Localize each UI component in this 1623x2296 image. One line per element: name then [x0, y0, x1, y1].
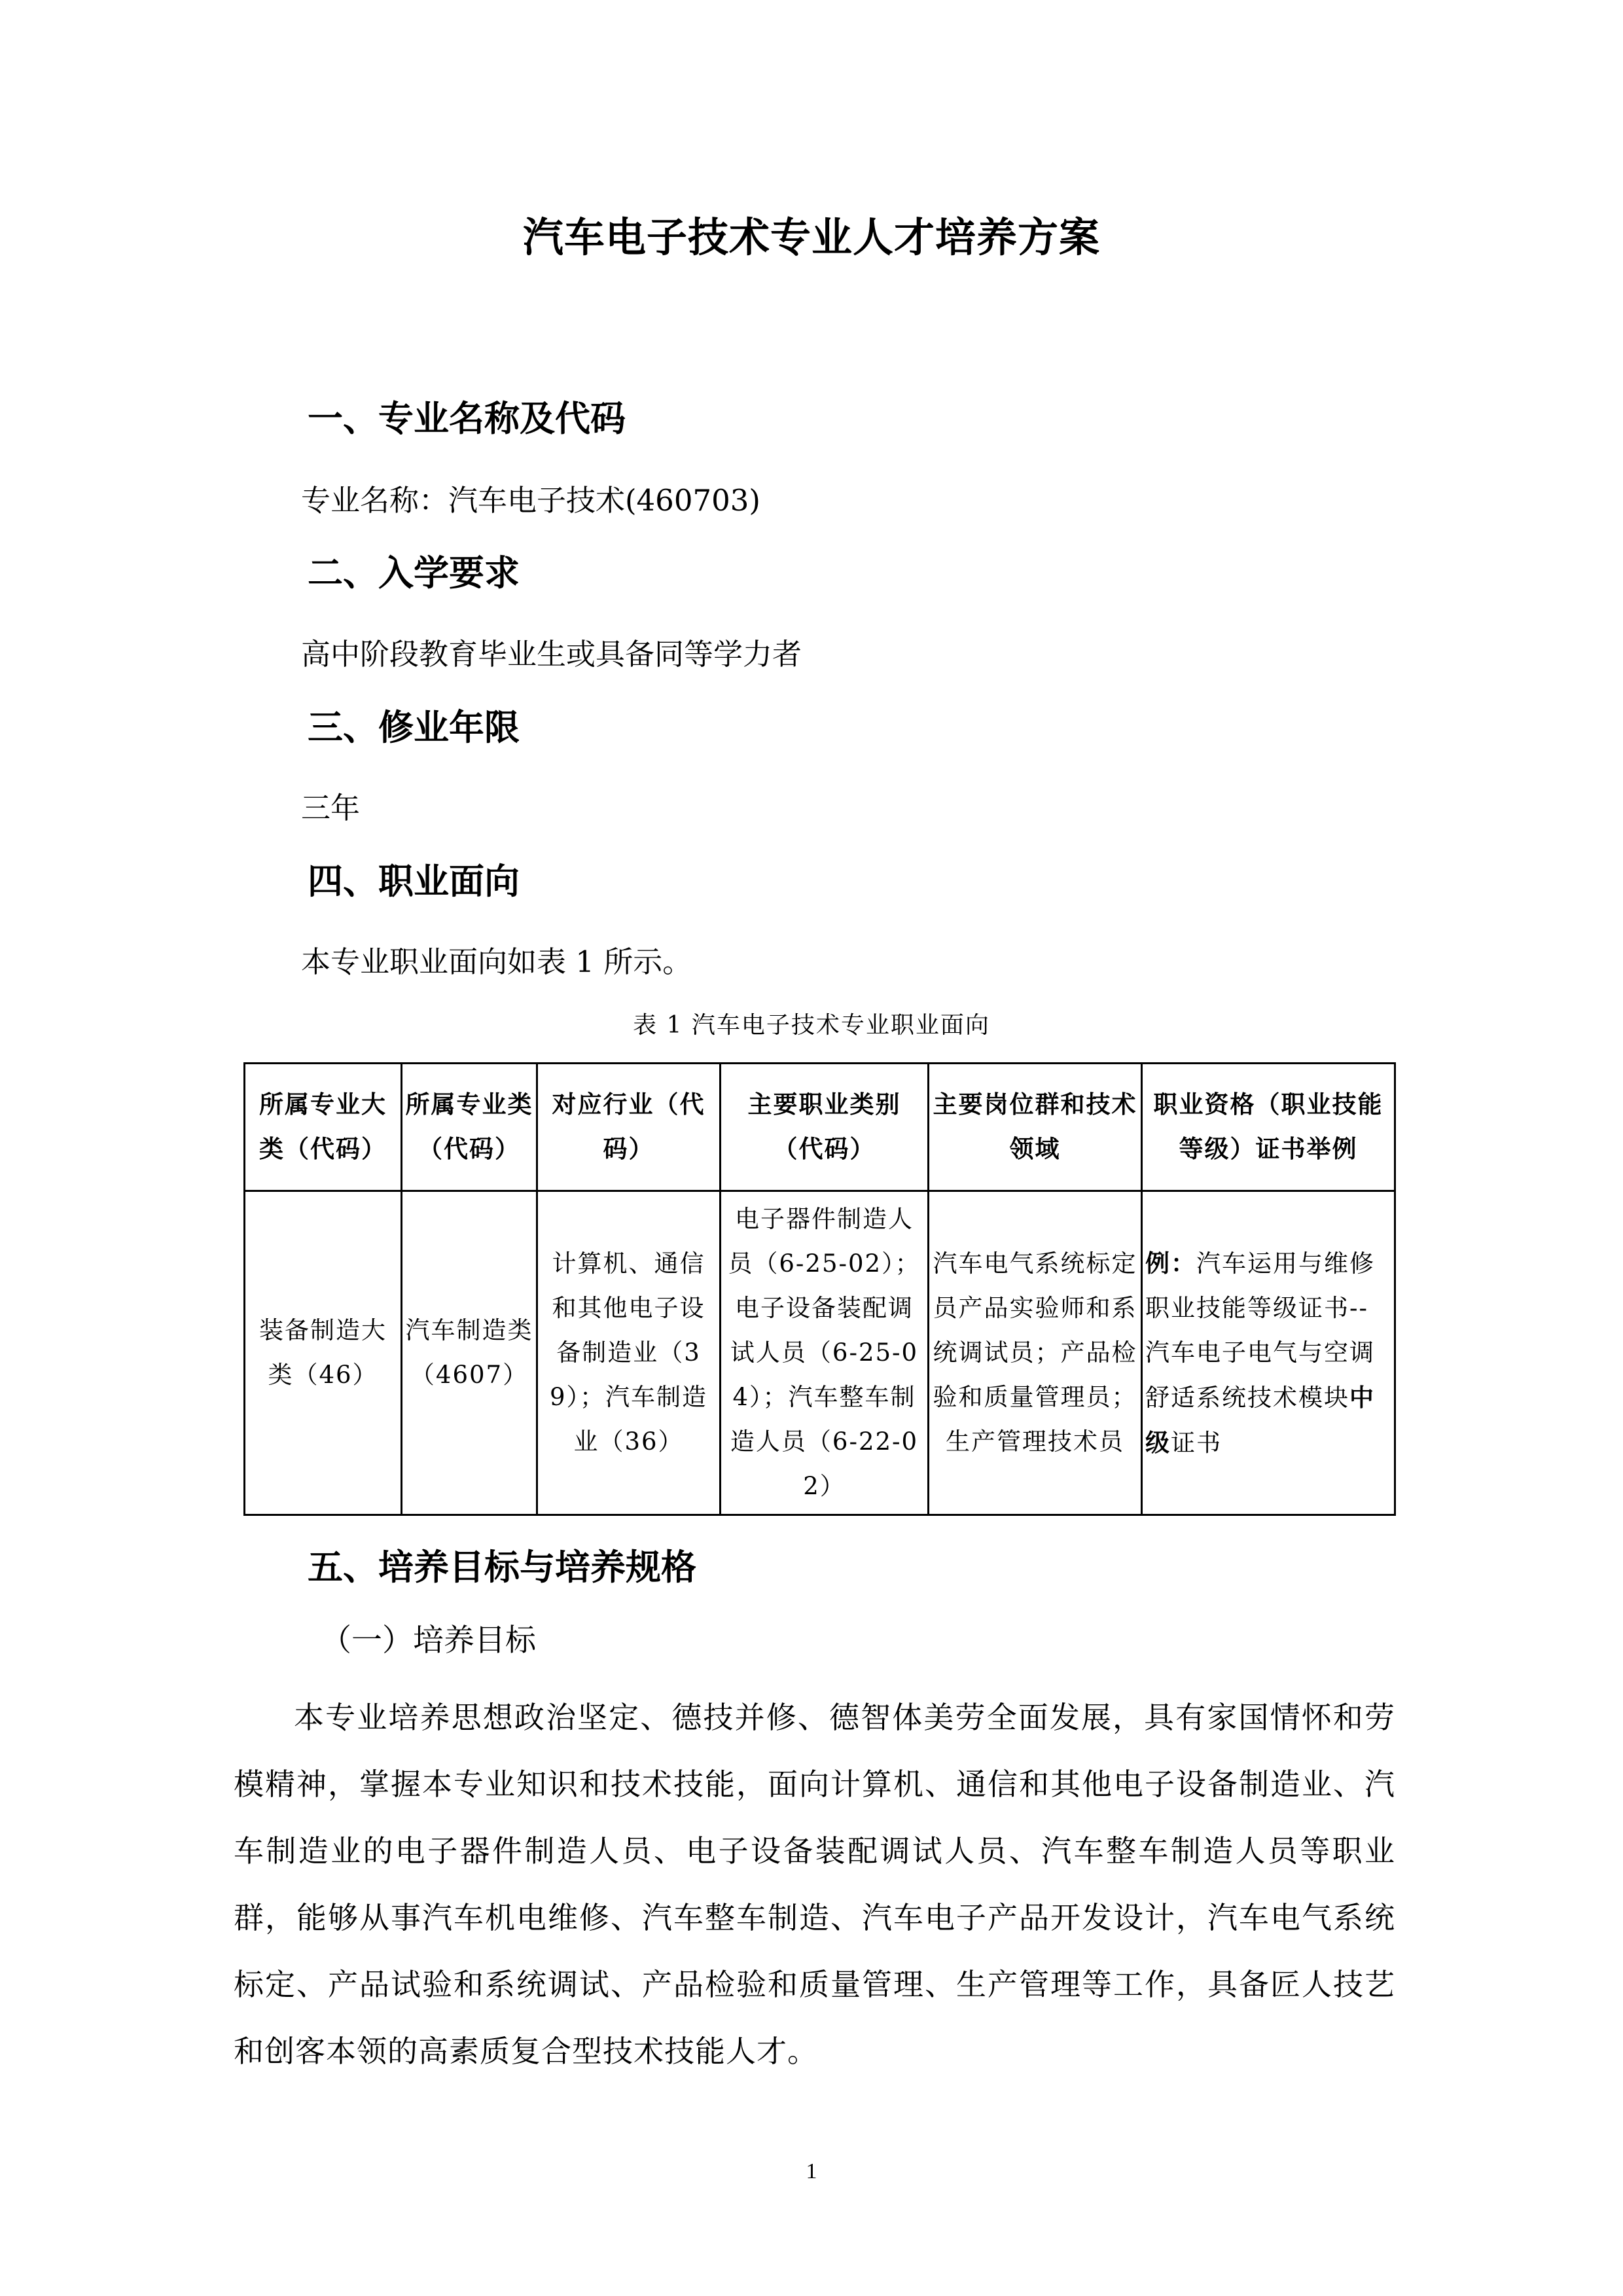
section-text-1: 专业名称：汽车电子技术(460703) — [301, 483, 760, 518]
cell-major-class: 汽车制造类（4607） — [402, 1191, 537, 1515]
header-occupation: 主要职业类别（代码） — [721, 1064, 929, 1191]
cert-suffix: 证书 — [1171, 1428, 1222, 1457]
table-row — [245, 1191, 1395, 1515]
cert-text: 汽车运用与维修职业技能等级证书--汽车电子电气与空调舒适系统技术模块 — [1145, 1249, 1375, 1412]
header-positions: 主要岗位群和技术领域 — [929, 1064, 1142, 1191]
page-number: 1 — [806, 2159, 817, 2183]
cell-major-category: 装备制造大类（46） — [245, 1191, 402, 1515]
section-heading-1: 一、专业名称及代码 — [308, 398, 626, 439]
header-certificates: 职业资格（职业技能等级）证书举例 — [1142, 1064, 1395, 1191]
section-text-2: 高中阶段教育毕业生或具备同等学力者 — [301, 637, 802, 672]
cell-industry: 计算机、通信和其他电子设备制造业（39）；汽车制造业（36） — [537, 1191, 721, 1515]
training-goal-text: 本专业培养思想政治坚定、德技并修、德智体美劳全面发展，具有家国情怀和劳模精神，掌握本专业知识和技术技能，面向计算机、通信和其他电子设备制造业、汽车制造业的电子器件制造人员、电子设备装配调试人员、汽车整车制造人员等职业群，能够从事汽车机电维修、汽车整车制造、汽车电子产品开发设计，汽车电气系统标定、产品试验和系统调试、产品检验和质量管理、生产管理等工作，具备匠人技艺和创客本领的高素质复合型技术技能人才。 — [234, 1700, 1395, 2069]
table-header-row — [245, 1064, 1395, 1191]
document-title: 汽车电子技术专业人才培养方案 — [522, 213, 1100, 261]
section-heading-3: 三、修业年限 — [308, 707, 520, 748]
cell-certificates — [1142, 1191, 1395, 1515]
section-text-4: 本专业职业面向如表 1 所示。 — [301, 944, 692, 979]
cert-prefix: 例： — [1145, 1248, 1196, 1278]
cell-occupation: 电子器件制造人员（6-25-02）；电子设备装配调试人员（6-25-04）；汽车整车制造人员（6-22-02） — [721, 1191, 929, 1515]
cell-positions: 汽车电气系统标定员产品实验师和系统调试员；产品检验和质量管理员；生产管理技术员 — [929, 1191, 1142, 1515]
subsection-heading-1: （一）培养目标 — [321, 1623, 536, 1659]
occupation-table — [243, 1062, 1396, 1516]
header-major-category: 所属专业大类（代码） — [245, 1064, 402, 1191]
section-heading-2: 二、入学要求 — [308, 552, 520, 594]
header-major-class: 所属专业类（代码） — [402, 1064, 537, 1191]
section-text-3: 三年 — [301, 791, 361, 825]
section-heading-4: 四、职业面向 — [308, 861, 520, 902]
cert-level: 中级 — [1145, 1382, 1375, 1457]
table-caption: 表 1 汽车电子技术专业职业面向 — [633, 1012, 990, 1039]
header-industry: 对应行业（代码） — [537, 1064, 721, 1191]
section-heading-5: 五、培养目标与培养规格 — [308, 1547, 696, 1588]
